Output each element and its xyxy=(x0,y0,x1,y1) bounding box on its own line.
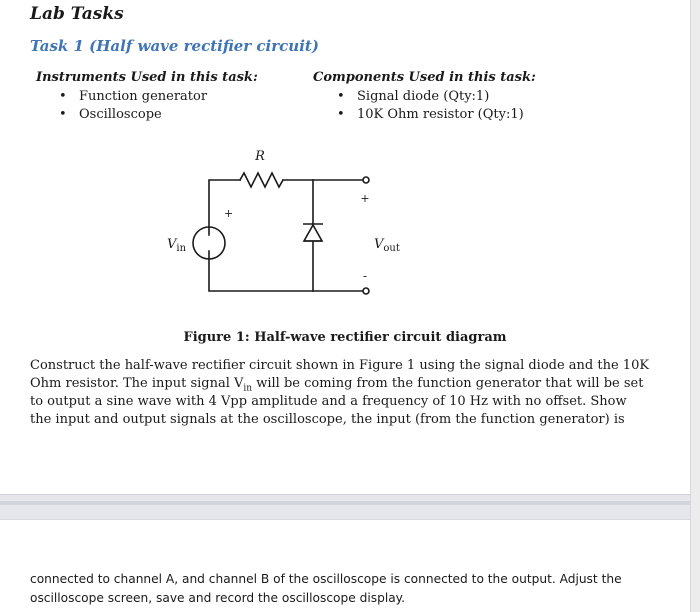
vout-symbol: V xyxy=(374,237,384,252)
component-label: Signal diode (Qty:1) xyxy=(357,89,490,104)
paragraph-line: connected to channel A, and channel B of the oscilloscope is connected to the output. Adjust the xyxy=(30,572,622,586)
paragraph-line: Construct the half-wave rectifier circuit shown in Figure 1 using the signal diode and the 10K xyxy=(30,358,650,373)
instruments-heading: Instruments Used in this task: xyxy=(36,70,258,85)
list-item xyxy=(313,106,536,124)
bullet-icon: • xyxy=(337,89,345,104)
vin-label xyxy=(167,237,187,254)
divider-strip xyxy=(0,501,690,505)
vin-symbol: V xyxy=(167,237,177,252)
resistor-label: R xyxy=(255,149,265,164)
instruments-column xyxy=(36,69,258,124)
bullet-icon: • xyxy=(337,107,345,122)
circuit-diagram xyxy=(150,140,440,310)
components-heading: Components Used in this task: xyxy=(313,70,536,85)
components-column xyxy=(313,69,536,124)
page-break-divider xyxy=(0,494,690,520)
instrument-label: Oscilloscope xyxy=(79,107,162,122)
paragraph-text: will be coming from the function generator that will be set xyxy=(252,376,644,391)
wire-bottom xyxy=(209,251,363,291)
components-list xyxy=(313,88,536,124)
output-terminal-bottom xyxy=(363,288,369,294)
component-label: 10K Ohm resistor (Qty:1) xyxy=(357,107,524,122)
vout-minus-sign: - xyxy=(362,269,368,283)
section-heading: Lab Tasks xyxy=(30,4,124,24)
list-item xyxy=(313,88,536,106)
bullet-icon: • xyxy=(59,107,67,122)
instrument-label: Function generator xyxy=(79,89,208,104)
instruments-list xyxy=(36,88,258,124)
vout-plus-sign: + xyxy=(360,192,370,205)
paragraph-text: Ohm resistor. The input signal V xyxy=(30,376,244,391)
resistor-zigzag xyxy=(240,173,283,187)
vin-inline-subscript: in xyxy=(243,383,253,394)
viewer-edge xyxy=(690,0,700,612)
paragraph-line: oscilloscope screen, save and record the oscilloscope display. xyxy=(30,591,406,605)
figure-caption: Figure 1: Half-wave rectifier circuit diagram xyxy=(183,330,507,345)
vout-subscript: out xyxy=(383,243,400,254)
output-terminal-top xyxy=(363,177,369,183)
paragraph-line xyxy=(30,375,644,394)
task-paragraph xyxy=(30,357,650,429)
continuation-paragraph xyxy=(30,570,630,608)
paragraph-line: to output a sine wave with 4 Vpp amplitude and a frequency of 10 Hz with no offset. Show xyxy=(30,394,627,409)
vin-subscript: in xyxy=(176,243,187,254)
list-item xyxy=(36,88,258,106)
task-title: Task 1 (Half wave rectifier circuit) xyxy=(30,37,319,55)
bullet-icon: • xyxy=(59,89,67,104)
vout-label xyxy=(374,237,400,254)
diode-symbol xyxy=(303,224,323,241)
paragraph-line: the input and output signals at the oscilloscope, the input (from the function generator) is xyxy=(30,412,625,427)
source-plus-sign: + xyxy=(224,207,234,220)
list-item xyxy=(36,106,258,124)
